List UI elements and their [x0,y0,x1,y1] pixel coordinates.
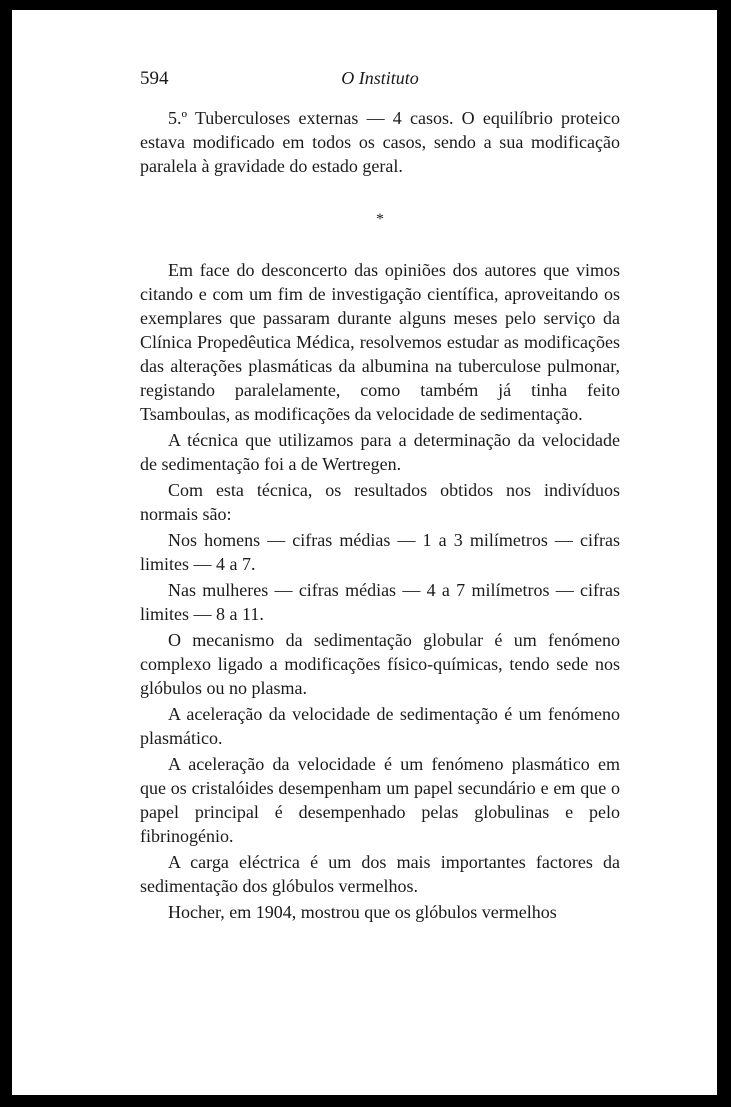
page-header [140,68,620,98]
paragraph: A técnica que utilizamos para a determinação da velocidade de sedimentação foi a de Wertregen. [140,430,620,474]
paragraph: Nas mulheres — cifras médias — 4 a 7 milímetros — cifras limites — 8 a 11. [140,580,620,624]
paragraph: A carga eléctrica é um dos mais importantes factores da sedimentação dos glóbulos vermelhos. [140,852,620,896]
section-separator: * [376,211,384,228]
paragraph: A aceleração da velocidade é um fenómeno plasmático em que os cristalóides desempenham um papel secundário e em que o papel principal é desempenhado pelas globulinas e pelo fibrinogénio. [140,754,620,846]
paragraph: Em face do desconcerto das opiniões dos autores que vimos citando e com um fim de investigação científica, aproveitando os exemplares que passaram durante alguns meses pelo serviço da Clínica Propedêutica Médica, resolvemos estudar as modificações das alterações plasmáticas da albumina na tuberculose pulmonar, registando paralelamente, como também já tinha feito Tsamboulas, as modificações da velocidade de sedimentação. [140,260,620,424]
paragraph: 5.º Tuberculoses externas — 4 casos. O equilíbrio proteico estava modificado em todos os casos, sendo a sua modificação paralela à gravidade do estado geral. [140,108,620,176]
book-page [12,10,717,1095]
page-number: 594 [140,68,169,89]
paragraph: O mecanismo da sedimentação globular é um fenómeno complexo ligado a modificações físico-químicas, tendo sede nos glóbulos ou no plasma. [140,630,620,698]
paragraph: Com esta técnica, os resultados obtidos nos indivíduos normais são: [140,480,620,524]
paragraph: A aceleração da velocidade de sedimentação é um fenómeno plasmático. [140,704,620,748]
paragraph: Nos homens — cifras médias — 1 a 3 milímetros — cifras limites — 4 a 7. [140,530,620,574]
paragraph: Hocher, em 1904, mostrou que os glóbulos vermelhos [168,902,557,922]
body-text [140,106,620,924]
running-title: O Instituto [341,68,419,88]
